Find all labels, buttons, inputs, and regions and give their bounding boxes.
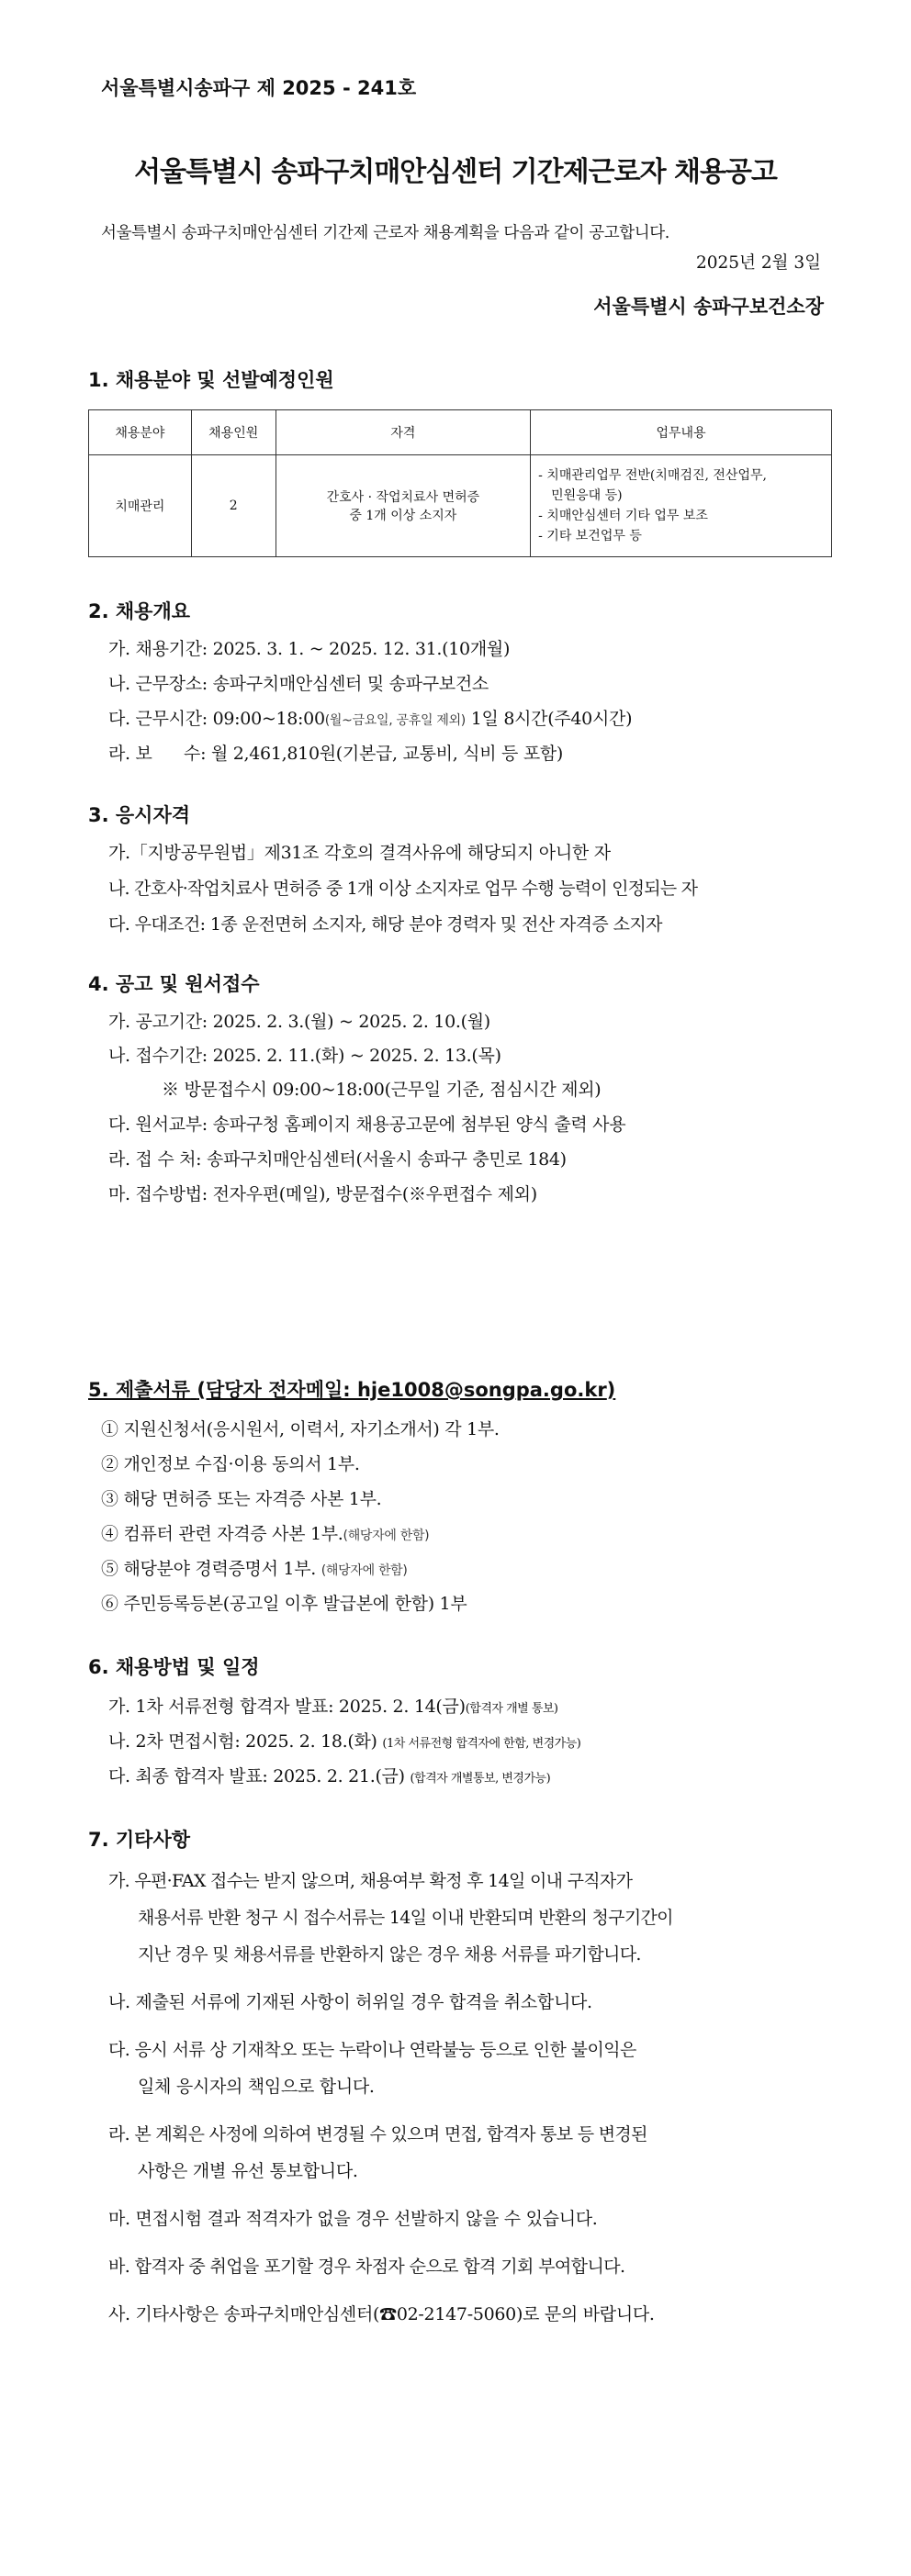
list-item-continuation: 사항은 개별 유선 통보합니다. (138, 2161, 358, 2181)
list-item: ⑥ 주민등록등본(공고일 이후 발급본에 한함) 1부 (101, 1594, 467, 1614)
list-item: 가. 공고기간: 2025. 2. 3.(월) ~ 2025. 2. 10.(월) (108, 1012, 490, 1032)
section-4-title: 4. 공고 및 원서접수 (88, 973, 260, 995)
page-title: 서울특별시 송파구치매안심센터 기간제근로자 채용공고 (134, 156, 777, 188)
item-value: 송파구치매안심센터 및 송파구보건소 (212, 674, 489, 694)
list-item (101, 1520, 429, 1545)
recruitment-table (88, 409, 832, 557)
list-item (108, 1693, 558, 1718)
contact-email-label: (담당자 전자메일: (197, 1379, 357, 1401)
item-note: (월~금요일, 공휴일 제외) (324, 713, 466, 728)
item-suffix: 1일 8시간(주40시간) (470, 709, 633, 729)
list-item: 다. 원서교부: 송파구청 홈페이지 채용공고문에 첨부된 양식 출력 사용 (108, 1114, 626, 1135)
qualification-line: 간호사 · 작업치료사 면허증 (326, 490, 480, 505)
list-item: 다. 우대조건: 1종 운전면허 소지자, 해당 분야 경력자 및 전산 자격증 소지자 (108, 914, 662, 935)
list-item-note: ※ 방문접수시 09:00~18:00(근무일 기준, 점심시간 제외) (162, 1080, 602, 1100)
item-value: 09:00~18:00 (212, 709, 325, 729)
list-item (108, 705, 632, 730)
item-value: 월 2,461,810원(기본급, 교통비, 식비 등 포함) (210, 744, 564, 764)
task-line: 민원응대 등) (551, 488, 623, 503)
list-item: ② 개인정보 수집·이용 동의서 1부. (101, 1454, 360, 1474)
list-item (101, 1555, 408, 1580)
section-7-title: 7. 기타사항 (88, 1829, 191, 1851)
item-value: 2025. 3. 1. ~ 2025. 12. 31.(10개월) (212, 639, 511, 659)
contact-email-close: ) (606, 1379, 616, 1401)
item-text: 다. 최종 합격자 발표: 2025. 2. 21.(금) (108, 1766, 405, 1786)
section-5-title (88, 1375, 615, 1403)
list-item: ① 지원신청서(응시원서, 이력서, 자기소개서) 각 1부. (101, 1419, 500, 1439)
item-text: ④ 컴퓨터 관련 자격증 사본 1부. (101, 1524, 343, 1544)
table-header: 채용분야 (89, 410, 192, 455)
item-label: 라. 보 수: (108, 744, 207, 764)
list-item (108, 1728, 580, 1753)
intro-text: 서울특별시 송파구치매안심센터 기간제 근로자 채용계획을 다음과 같이 공고합니다. (101, 224, 669, 242)
list-item: 바. 합격자 중 취업을 포기할 경우 차점자 순으로 합격 기회 부여합니다. (108, 2257, 625, 2277)
table-cell-count: 2 (191, 455, 276, 557)
task-line: - 치매관리업무 전반(치매검진, 전산업무, (538, 468, 767, 483)
table-header: 자격 (276, 410, 530, 455)
list-item-continuation: 일체 응시자의 책임으로 합니다. (138, 2077, 375, 2097)
list-item: 라. 접 수 처: 송파구치매안심센터(서울시 송파구 충민로 184) (108, 1149, 567, 1170)
qualification-line: 중 1개 이상 소지자 (349, 509, 457, 523)
list-item: 나. 접수기간: 2025. 2. 11.(화) ~ 2025. 2. 13.(목) (108, 1046, 501, 1066)
list-item: 가. 우편·FAX 접수는 받지 않으며, 채용여부 확정 후 14일 이내 구직자가 (108, 1871, 633, 1891)
item-note: (해당자에 한함) (343, 1529, 430, 1543)
list-item: 마. 접수방법: 전자우편(메일), 방문접수(※우편접수 제외) (108, 1184, 537, 1204)
table-row (89, 455, 832, 557)
item-text: ⑤ 해당분야 경력증명서 1부. (101, 1559, 316, 1579)
item-label: 나. 근무장소: (108, 674, 208, 694)
list-item: 마. 면접시험 결과 적격자가 없을 경우 선발하지 않을 수 있습니다. (108, 2209, 598, 2229)
list-item (108, 635, 510, 660)
announcement-date: 2025년 2월 3일 (696, 253, 821, 273)
section-3-title: 3. 응시자격 (88, 804, 191, 826)
table-cell-field: 치매관리 (89, 455, 192, 557)
contact-email[interactable]: hje1008@songpa.go.kr (356, 1379, 607, 1401)
list-item: 가.「지방공무원법」제31조 각호의 결격사유에 해당되지 아니한 자 (108, 843, 611, 863)
list-item (108, 1763, 550, 1787)
list-item-continuation: 채용서류 반환 청구 시 접수서류는 14일 이내 반환되며 반환의 청구기간이 (138, 1908, 673, 1928)
issuer: 서울특별시 송파구보건소장 (593, 296, 824, 318)
item-text: 나. 2차 면접시험: 2025. 2. 18.(화) (108, 1731, 377, 1752)
item-label: 다. 근무시간: (108, 709, 208, 729)
task-line: - 치매안심센터 기타 업무 보조 (538, 509, 708, 523)
section-6-title: 6. 채용방법 및 일정 (88, 1656, 260, 1678)
list-item: 다. 응시 서류 상 기재착오 또는 누락이나 연락불능 등으로 인한 불이익은 (108, 2040, 636, 2060)
list-item: 사. 기타사항은 송파구치매안심센터(☎02-2147-5060)로 문의 바랍니다. (108, 2304, 655, 2324)
table-cell-tasks (531, 455, 832, 557)
task-line: - 기타 보건업무 등 (538, 529, 642, 543)
table-header-row (89, 410, 832, 455)
section-1-title: 1. 채용분야 및 선발예정인원 (88, 369, 334, 391)
list-item: ③ 해당 면허증 또는 자격증 사본 1부. (101, 1489, 382, 1509)
list-item: 나. 제출된 서류에 기재된 사항이 허위일 경우 합격을 취소합니다. (108, 1992, 592, 2012)
item-note: (합격자 개별통보, 변경가능) (410, 1772, 551, 1786)
list-item (108, 670, 489, 695)
list-item: 나. 간호사·작업치료사 면허증 중 1개 이상 소지자로 업무 수행 능력이 인정되는 자 (108, 879, 698, 899)
table-cell-qualification (276, 455, 530, 557)
item-text: 가. 1차 서류전형 합격자 발표: 2025. 2. 14(금) (108, 1697, 466, 1717)
list-item: 라. 본 계획은 사정에 의하여 변경될 수 있으며 면접, 합격자 통보 등 변경된 (108, 2124, 647, 2145)
item-label: 가. 채용기간: (108, 639, 208, 659)
item-note: (합격자 개별 통보) (465, 1702, 558, 1716)
section-5-heading: 5. 제출서류 (88, 1379, 191, 1401)
section-2-title: 2. 채용개요 (88, 600, 191, 622)
table-header: 업무내용 (531, 410, 832, 455)
document-number: 서울특별시송파구 제 2025 - 241호 (101, 77, 417, 99)
table-header: 채용인원 (191, 410, 276, 455)
item-note: (1차 서류전형 합격자에 한함, 변경가능) (382, 1737, 581, 1751)
item-note: (해당자에 한함) (321, 1563, 408, 1578)
list-item (108, 740, 563, 765)
list-item-continuation: 지난 경우 및 채용서류를 반환하지 않은 경우 채용 서류를 파기합니다. (138, 1944, 641, 1965)
